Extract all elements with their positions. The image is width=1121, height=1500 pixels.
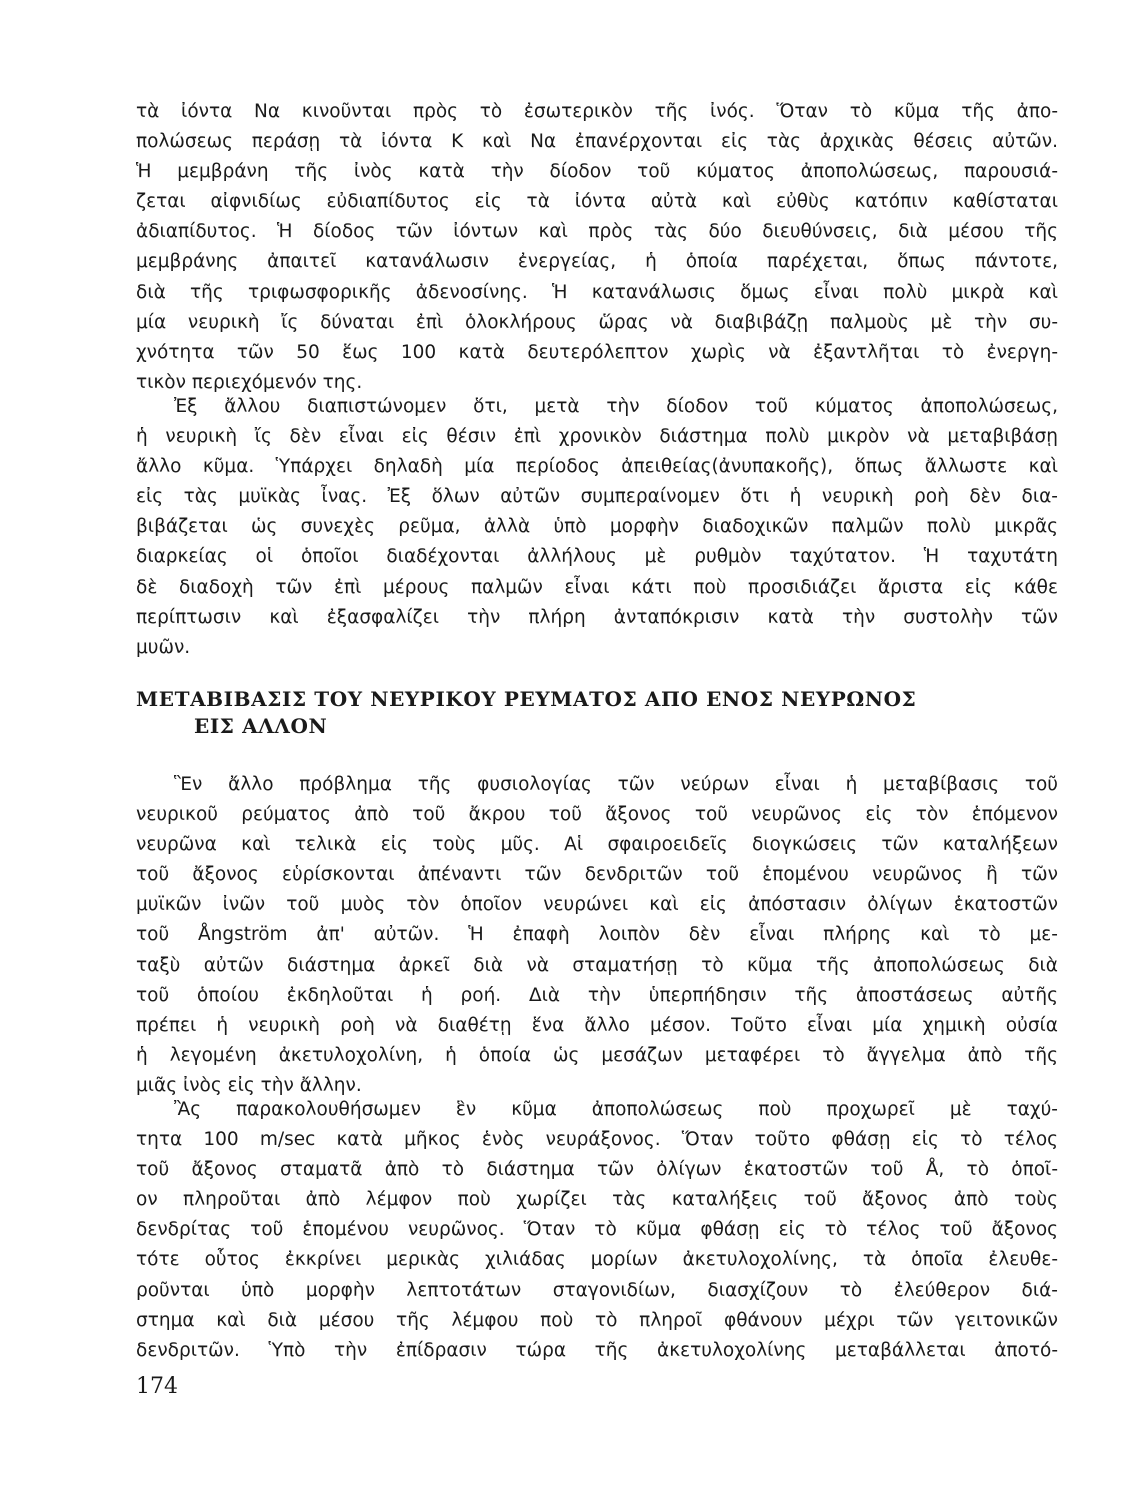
text-line: νευρικοῦ ρεύματος ἀπὸ τοῦ ἄκρου τοῦ ἄξονος τοῦ νευρῶνος εἰς τὸν ἑπόμενον <box>136 804 1058 826</box>
text-line: πρέπει ἡ νευρικὴ ροὴ νὰ διαθέτῃ ἕνα ἄλλο μέσον. Τοῦτο εἶναι μία χημικὴ οὐσία <box>136 1014 1058 1036</box>
heading-line-1: ΜΕΤΑΒΙΒΑΣΙΣ ΤΟΥ ΝΕΥΡΙΚΟΥ ΡΕΥΜΑΤΟΣ ΑΠΟ ΕΝΟΣ ΝΕΥΡΩΝΟΣ <box>136 687 917 711</box>
text-line: δενδρίτας τοῦ ἑπομένου νευρῶνος. Ὅταν τὸ κῦμα φθάσῃ εἰς τὸ τέλος τοῦ ἄξονος <box>136 1219 1058 1241</box>
text-line: τότε οὗτος ἐκκρίνει μερικὰς χιλιάδας μορίων ἀκετυλοχολίνης, τὰ ὁποῖα ἐλευθε- <box>136 1249 1058 1271</box>
text-line: διαρκείας οἱ ὁποῖοι διαδέχονται ἀλλήλους μὲ ρυθμὸν ταχύτατον. Ἡ ταχυτάτη <box>136 546 1058 568</box>
text-line: ἡ νευρικὴ ἴς δὲν εἶναι εἰς θέσιν ἐπὶ χρονικὸν διάστημα πολὺ μικρὸν νὰ μεταβιβάσῃ <box>136 426 1058 448</box>
text-line: περίπτωσιν καὶ ἐξασφαλίζει τὴν πλήρη ἀνταπόκρισιν κατὰ τὴν συστολὴν τῶν <box>136 606 1058 628</box>
text-line: ζεται αἰφνιδίως εὐδιαπίδυτος εἰς τὰ ἰόντα αὐτὰ καὶ εὐθὺς κατόπιν καθίσταται <box>136 191 1058 213</box>
text-line: πολώσεως περάσῃ τὰ ἰόντα Κ καὶ Να ἐπανέρχονται εἰς τὰς ἀρχικὰς θέσεις αὐτῶν. <box>136 131 1058 153</box>
heading-line-2: ΕΙΣ ΑΛΛΟΝ <box>194 714 328 738</box>
text-line: ον πληροῦται ἀπὸ λέμφον ποὺ χωρίζει τὰς καταλήξεις τοῦ ἄξονος ἀπὸ τοὺς <box>136 1189 1058 1211</box>
text-line: νευρῶνα καὶ τελικὰ εἰς τοὺς μῦς. Αἱ σφαιροειδεῖς διογκώσεις τῶν καταλήξεων <box>136 834 1058 856</box>
text-line: ταξὺ αὐτῶν διάστημα ἀρκεῖ διὰ νὰ σταματήσῃ τὸ κῦμα τῆς ἀποπολώσεως διὰ <box>136 954 1058 976</box>
text-line: τοῦ ἄξονος εὑρίσκονται ἀπέναντι τῶν δενδριτῶν τοῦ ἑπομένου νευρῶνος ἢ τῶν <box>136 864 1058 886</box>
text-line: χνότητα τῶν 50 ἕως 100 κατὰ δευτερόλεπτον χωρὶς νὰ ἐξαντλῆται τὸ ἐνεργη- <box>136 341 1058 363</box>
text-line: τητα 100 m/sec κατὰ μῆκος ἑνὸς νευράξονος. Ὅταν τοῦτο φθάσῃ εἰς τὸ τέλος <box>136 1129 1058 1151</box>
text-line: τικὸν περιεχόμενόν της. <box>136 371 363 393</box>
text-line: Ἐξ ἄλλου διαπιστώνομεν ὅτι, μετὰ τὴν δίοδον τοῦ κύματος ἀποπολώσεως, <box>174 396 1058 417</box>
text-line: μυῶν. <box>136 636 191 658</box>
text-line: ροῦνται ὑπὸ μορφὴν λεπτοτάτων σταγονιδίων, διασχίζουν τὸ ἐλεύθερον διά- <box>136 1279 1058 1301</box>
text-line: τοῦ ὁποίου ἐκδηλοῦται ἡ ροή. Διὰ τὴν ὑπερπήδησιν τῆς ἀποστάσεως αὐτῆς <box>136 984 1058 1006</box>
text-line: τοῦ Ångström ἀπ' αὐτῶν. Ἡ ἐπαφὴ λοιπὸν δὲν εἶναι πλήρης καὶ τὸ με- <box>136 924 1058 946</box>
paragraph-4 <box>136 1095 1058 1366</box>
text-line: ἡ λεγομένη ἀκετυλοχολίνη, ἡ ὁποία ὡς μεσάζων μεταφέρει τὸ ἄγγελμα ἀπὸ τῆς <box>136 1044 1058 1066</box>
text-line: ἀδιαπίδυτος. Ἡ δίοδος τῶν ἰόντων καὶ πρὸς τὰς δύο διευθύνσεις, διὰ μέσου τῆς <box>136 221 1058 243</box>
paragraph-2 <box>136 392 1058 663</box>
text-line: ἄλλο κῦμα. Ὑπάρχει δηλαδὴ μία περίοδος ἀπειθείας(ἀνυπακοῆς), ὅπως ἄλλωστε καὶ <box>136 456 1058 478</box>
text-line: μία νευρικὴ ἴς δύναται ἐπὶ ὁλοκλήρους ὥρας νὰ διαβιβάζῃ παλμοὺς μὲ τὴν συ- <box>136 311 1058 333</box>
text-line: Ἂς παρακολουθήσωμεν ἓν κῦμα ἀποπολώσεως ποὺ προχωρεῖ μὲ ταχύ- <box>174 1099 1058 1120</box>
text-line: εἰς τὰς μυϊκὰς ἶνας. Ἐξ ὅλων αὐτῶν συμπεραίνομεν ὅτι ἡ νευρικὴ ροὴ δὲν δια- <box>136 486 1058 508</box>
text-line: δενδριτῶν. Ὑπὸ τὴν ἐπίδρασιν τώρα τῆς ἀκετυλοχολίνης μεταβάλλεται ἀποτό- <box>136 1339 1058 1361</box>
text-line: μιᾶς ἰνὸς εἰς τὴν ἄλλην. <box>136 1074 362 1096</box>
page-number: 174 <box>136 1374 178 1399</box>
text-line: μεμβράνης ἀπαιτεῖ κατανάλωσιν ἐνεργείας, ἡ ὁποία παρέχεται, ὅπως πάντοτε, <box>136 251 1058 273</box>
text-line: διὰ τῆς τριφωσφορικῆς ἀδενοσίνης. Ἡ κατανάλωσις ὅμως εἶναι πολὺ μικρὰ καὶ <box>136 281 1058 303</box>
text-line: βιβάζεται ὡς συνεχὲς ρεῦμα, ἀλλὰ ὑπὸ μορφὴν διαδοχικῶν παλμῶν πολὺ μικρᾶς <box>136 516 1058 538</box>
section-heading <box>136 686 1058 740</box>
text-line: στημα καὶ διὰ μέσου τῆς λέμφου ποὺ τὸ πληροῖ φθάνουν μέχρι τῶν γειτονικῶν <box>136 1309 1058 1331</box>
paragraph-1 <box>136 97 1058 398</box>
paragraph-3 <box>136 770 1058 1101</box>
text-line: Ἡ μεμβράνη τῆς ἰνὸς κατὰ τὴν δίοδον τοῦ κύματος ἀποπολώσεως, παρουσιά- <box>136 161 1058 183</box>
text-line: δὲ διαδοχὴ τῶν ἐπὶ μέρους παλμῶν εἶναι κάτι ποὺ προσιδιάζει ἄριστα εἰς κάθε <box>136 576 1058 598</box>
text-line: Ἓν ἄλλο πρόβλημα τῆς φυσιολογίας τῶν νεύρων εἶναι ἡ μεταβίβασις τοῦ <box>174 774 1058 795</box>
text-line: τοῦ ἄξονος σταματᾶ ἀπὸ τὸ διάστημα τῶν ὀλίγων ἑκατοστῶν τοῦ Å, τὸ ὁποῖ- <box>136 1159 1058 1181</box>
text-line: μυϊκῶν ἰνῶν τοῦ μυὸς τὸν ὁποῖον νευρώνει καὶ εἰς ἀπόστασιν ὀλίγων ἑκατοστῶν <box>136 894 1058 916</box>
text-line: τὰ ἰόντα Να κινοῦνται πρὸς τὸ ἐσωτερικὸν τῆς ἰνός. Ὅταν τὸ κῦμα τῆς ἀπο- <box>136 101 1058 122</box>
